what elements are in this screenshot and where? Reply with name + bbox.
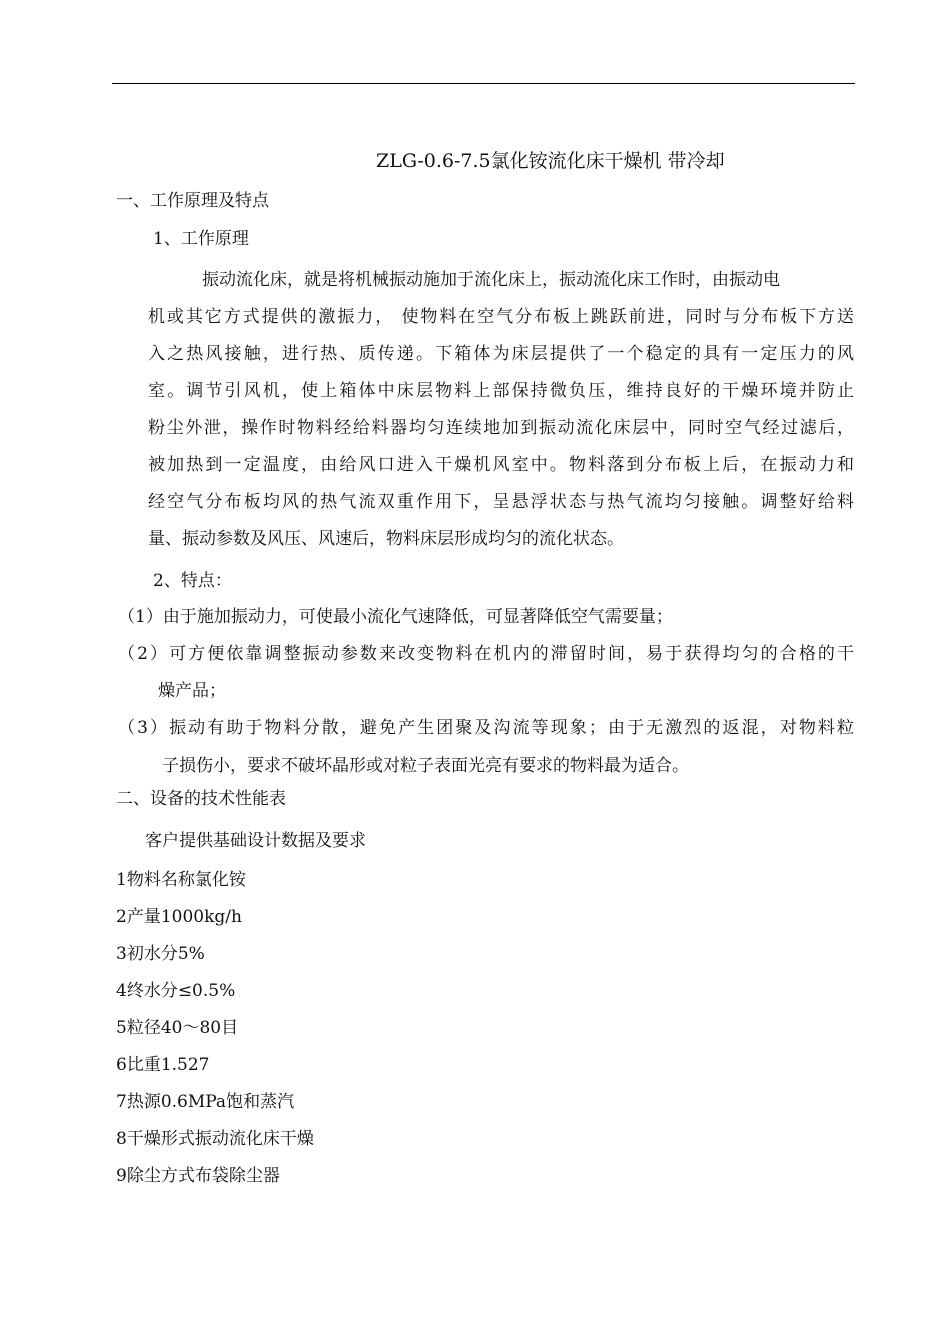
spec-item: 6比重1.527 (116, 1055, 210, 1075)
feature-item: （2）可方便依靠调整振动参数来改变物料在机内的滞留时间，易于获得均匀的合格的干 (118, 644, 854, 664)
feature-item-continuation: 燥产品； (158, 681, 226, 701)
spec-item: 1物料名称氯化铵 (116, 870, 246, 890)
spec-item: 8干燥形式振动流化床干燥 (116, 1129, 314, 1149)
paragraph-line: 被加热到一定温度，由给风口进入干燥机风室中。物料落到分布板上后，在振动力和 (148, 455, 854, 475)
spec-item: 3初水分5% (116, 944, 205, 964)
paragraph-line: 机或其它方式提供的激振力， 使物料在空气分布板上跳跃前进，同时与分布板下方送 (148, 307, 854, 327)
feature-item: （3）振动有助于物料分散，避免产生团聚及沟流等现象；由于无激烈的返混，对物料粒 (118, 718, 854, 738)
document-title: ZLG-0.6-7.5氯化铵流化床干燥机 带冷却 (376, 150, 725, 172)
section-1-heading: 一、工作原理及特点 (116, 191, 269, 211)
paragraph-line: 室。调节引风机，使上箱体中床层物料上部保持微负压，维持良好的干燥环境并防止 (148, 381, 854, 401)
header-rule (112, 83, 855, 84)
subsection-1-heading: 1、工作原理 (153, 229, 249, 249)
spec-item: 9除尘方式布袋除尘器 (116, 1166, 280, 1186)
spec-item: 4终水分≤0.5% (116, 981, 236, 1001)
spec-item: 7热源0.6MPa饱和蒸汽 (116, 1092, 295, 1112)
spec-item: 5粒径40～80目 (116, 1018, 239, 1038)
subsection-2-heading: 2、特点： (153, 571, 232, 591)
spec-item: 2产量1000kg/h (116, 907, 242, 927)
paragraph-line: 入之热风接触，进行热、质传递。下箱体为床层提供了一个稳定的具有一定压力的风 (148, 344, 854, 364)
paragraph-line: 振动流化床，就是将机械振动施加于流化床上，振动流化床工作时，由振动电 (202, 270, 780, 290)
feature-item-continuation: 子损伤小，要求不破坏晶形或对粒子表面光亮有要求的物料最为适合。 (162, 756, 689, 776)
feature-item: （1）由于施加振动力，可使最小流化气速降低，可显著降低空气需要量； (118, 607, 673, 627)
paragraph-line: 量、振动参数及风压、风速后，物料床层形成均匀的流化状态。 (148, 529, 624, 549)
spec-intro: 客户提供基础设计数据及要求 (145, 831, 366, 851)
paragraph-line: 粉尘外泄，操作时物料经给料器均匀连续地加到振动流化床层中，同时空气经过滤后， (148, 418, 854, 438)
paragraph-line: 经空气分布板均风的热气流双重作用下，呈悬浮状态与热气流均匀接触。调整好给料 (148, 492, 854, 512)
section-2-heading: 二、设备的技术性能表 (116, 789, 286, 809)
